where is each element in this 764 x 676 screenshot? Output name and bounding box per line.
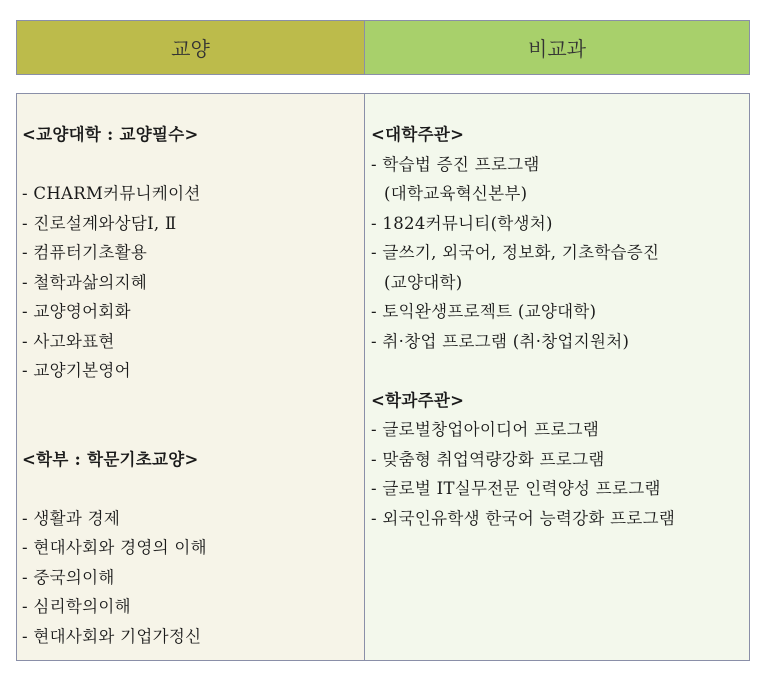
list-item: - 현대사회와 기업가정신	[22, 626, 202, 646]
section-title-foundation: <학부 : 학문기초교양>	[22, 449, 199, 469]
list-item: - 심리학의이해	[22, 597, 131, 616]
list-item-continuation: (대학교육혁신본부)	[384, 184, 528, 203]
list-item: - 1824커뮤니티(학생처)	[371, 213, 553, 233]
list-item: - 글쓰기, 외국어, 정보화, 기초학습증진	[371, 243, 660, 262]
spacer	[22, 415, 364, 445]
list-item: - 현대사회와 경영의 이해	[22, 538, 207, 557]
liberal-arts-column	[17, 94, 365, 660]
list-item: - 글로벌창업아이디어 프로그램	[371, 420, 600, 439]
list-item: - 외국인유학생 한국어 능력강화 프로그램	[371, 508, 676, 528]
list-item: - 중국의이해	[22, 567, 115, 587]
list-item: - 취·창업 프로그램 (취·창업지원처)	[371, 331, 630, 351]
spacer	[22, 150, 364, 180]
list-item: - 사고와표현	[22, 331, 115, 351]
spacer	[22, 386, 364, 416]
section-title-department: <학과주관>	[371, 390, 465, 410]
list-item: - 맞춤형 취업역량강화 프로그램	[371, 449, 605, 469]
list-item: - 생활과 경제	[22, 508, 121, 528]
header-row	[16, 20, 750, 75]
list-item: - CHARM커뮤니케이션	[22, 184, 201, 203]
spacer	[371, 356, 749, 386]
spacer	[22, 474, 364, 504]
list-item: - 토익완생프로젝트 (교양대학)	[371, 302, 597, 321]
list-item: - 학습법 증진 프로그램	[371, 154, 540, 174]
list-item: - 컴퓨터기초활용	[22, 243, 148, 262]
list-item-continuation: (교양대학)	[384, 272, 463, 292]
section-title-required: <교양대학 : 교양필수>	[22, 125, 199, 144]
extracurricular-column	[365, 94, 749, 660]
header-liberal-arts: 교양	[17, 21, 365, 74]
list-item: - 진로설계와상담Ⅰ, Ⅱ	[22, 213, 177, 233]
content-table	[16, 93, 750, 661]
list-item: - 글로벌 IT실무전문 인력양성 프로그램	[371, 479, 661, 498]
list-item: - 교양영어회화	[22, 302, 131, 321]
list-item: - 철학과삶의지혜	[22, 272, 148, 292]
section-title-university: <대학주관>	[371, 125, 465, 144]
list-item: - 교양기본영어	[22, 361, 131, 380]
header-extracurricular: 비교과	[365, 21, 749, 74]
